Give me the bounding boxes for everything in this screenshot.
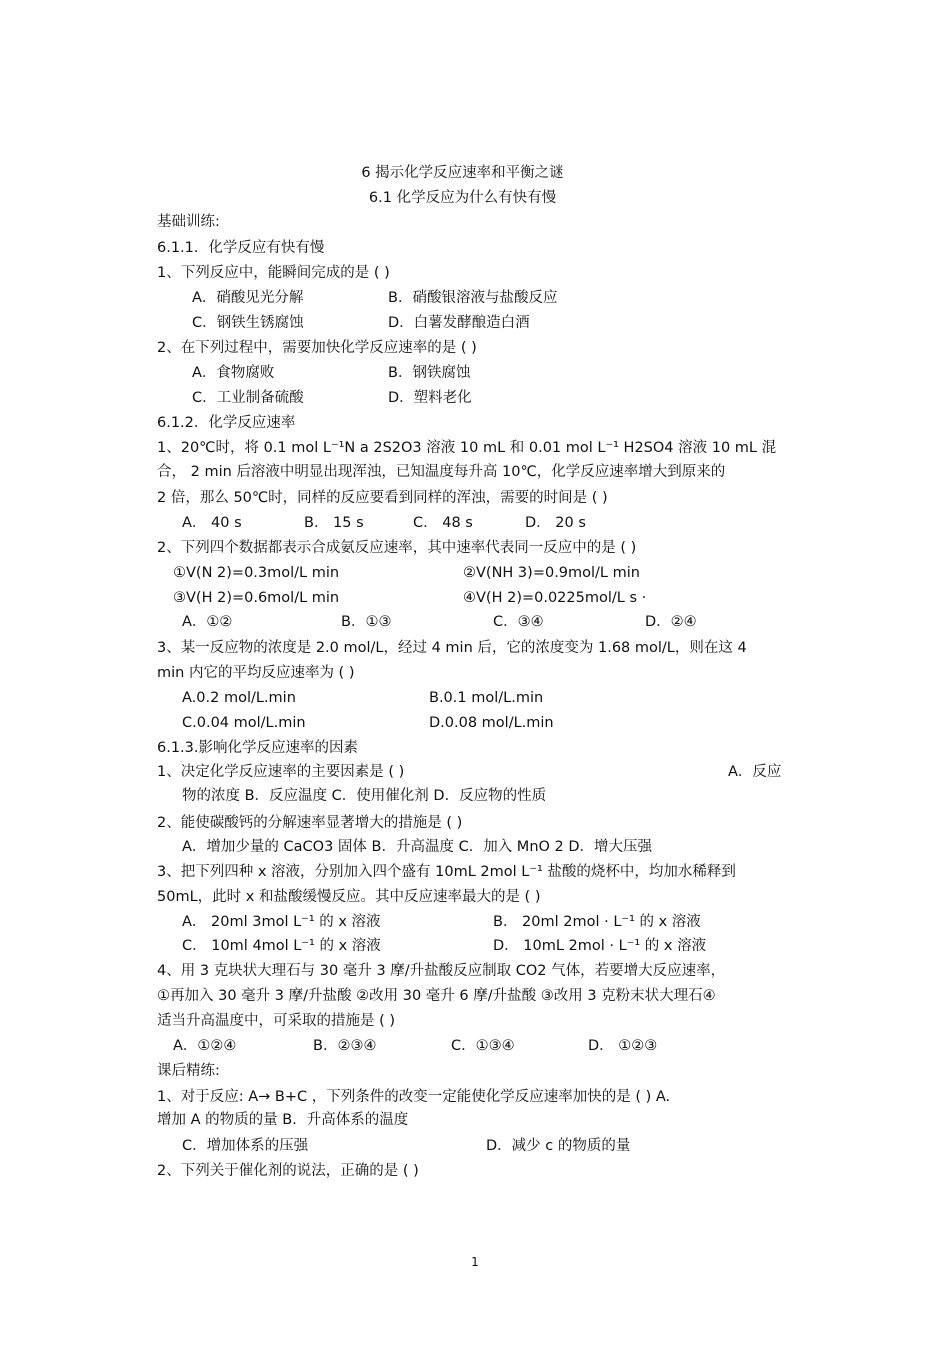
text-line: 4、用 3 克块状大理石与 30 毫升 3 摩/升盐酸反应制取 CO2 气体，若要增大反应速率， (157, 963, 726, 979)
text-line: D.0.08 mol/L.min (429, 715, 554, 731)
text-line: 50mL，此时 x 和盐酸缓慢反应。其中反应速率最大的是 ( ) (157, 889, 541, 905)
text-line: ②V(NH 3)=0.9mol/L min (463, 565, 640, 581)
text-line: B．②③④ (313, 1038, 377, 1054)
text-line: C．工业制备硫酸 (192, 390, 304, 406)
text-line: ④V(H 2)=0.0225mol/L s · (463, 590, 647, 606)
text-line: D．白薯发酵酿造白酒 (388, 315, 530, 331)
text-line: 2 倍，那么 50℃时，同样的反应要看到同样的浑浊，需要的时间是 ( ) (157, 490, 608, 506)
text-line: 3、某一反应物的浓度是 2.0 mol/L，经过 4 min 后，它的浓度变为 1.68 mol/L，则在这 4 (157, 640, 747, 656)
text-line: D．塑料老化 (388, 390, 472, 406)
text-line: A． 40 s (182, 515, 242, 531)
text-line: D． 10mL 2mol · L⁻¹ 的 x 溶液 (493, 938, 707, 954)
text-line: 1、决定化学反应速率的主要因素是 ( ) (157, 764, 405, 780)
text-line: 2、在下列过程中，需要加快化学反应速率的是 ( ) (157, 340, 477, 356)
text-line: B． 20ml 2mol · L⁻¹ 的 x 溶液 (493, 914, 701, 930)
text-line: C．③④ (493, 614, 544, 630)
page-subtitle: 6.1 化学反应为什么有快有慢 (368, 190, 557, 206)
text-line: C.0.04 mol/L.min (182, 715, 306, 731)
text-line: A．食物腐败 (192, 365, 275, 381)
text-line: 1、下列反应中，能瞬间完成的是 ( ) (157, 265, 390, 281)
page-title: 6 揭示化学反应速率和平衡之谜 (361, 165, 564, 181)
text-line: 6.1.3.影响化学反应速率的因素 (157, 740, 359, 756)
text-line: 2、下列关于催化剂的说法，正确的是 ( ) (157, 1163, 419, 1179)
text-line: ①再加入 30 毫升 3 摩/升盐酸 ②改用 30 毫升 6 摩/升盐酸 ③改用 3 克粉末状大理石④ (157, 988, 716, 1004)
text-line: C．钢铁生锈腐蚀 (192, 315, 304, 331)
text-line: A．反应 (728, 764, 782, 780)
text-line: 增加 A 的物质的量 B．升高体系的温度 (157, 1112, 409, 1128)
text-line: 1、20℃时，将 0.1 mol L⁻¹N a 2S2O3 溶液 10 mL 和 0.01 mol L⁻¹ H2SO4 溶液 10 mL 混 (157, 440, 777, 456)
text-line: 合， 2 min 后溶液中明显出现浑浊，已知温度每升高 10℃，化学反应速率增大到原来的 (157, 464, 726, 480)
text-line: min 内它的平均反应速率为 ( ) (157, 665, 355, 681)
text-line: 物的浓度 B．反应温度 C．使用催化剂 D．反应物的性质 (182, 788, 547, 804)
text-line: 基础训练: (157, 214, 220, 230)
text-line: A．①②④ (173, 1038, 237, 1054)
text-line: C．①③④ (451, 1038, 515, 1054)
text-line: D．②④ (645, 614, 697, 630)
text-line: B.0.1 mol/L.min (429, 690, 544, 706)
text-line: A.0.2 mol/L.min (182, 690, 296, 706)
text-line: 6.1.2．化学反应速率 (157, 415, 296, 431)
text-line: A．硝酸见光分解 (192, 290, 304, 306)
text-line: B． 15 s (304, 515, 364, 531)
text-line: D． 20 s (525, 515, 586, 531)
text-line: D．减少 c 的物质的量 (486, 1138, 631, 1154)
text-line: A．①② (182, 614, 233, 630)
text-line: C． 48 s (413, 515, 473, 531)
text-line: 6.1.1．化学反应有快有慢 (157, 240, 325, 256)
text-line: C．增加体系的压强 (182, 1138, 309, 1154)
text-line: 2、下列四个数据都表示合成氨反应速率，其中速率代表同一反应中的是 ( ) (157, 540, 637, 556)
page-number: 1 (471, 1255, 479, 1269)
text-line: ③V(H 2)=0.6mol/L min (173, 590, 340, 606)
text-line: B．硝酸银溶液与盐酸反应 (388, 290, 558, 306)
text-line: 课后精练: (157, 1063, 220, 1079)
text-line: 适当升高温度中，可采取的措施是 ( ) (157, 1013, 396, 1029)
text-line: C． 10ml 4mol L⁻¹ 的 x 溶液 (182, 938, 381, 954)
text-line: 3、把下列四种 x 溶液，分别加入四个盛有 10mL 2mol L⁻¹ 盐酸的烧杯中，均加水稀释到 (157, 864, 736, 880)
text-line: ①V(N 2)=0.3mol/L min (173, 565, 340, 581)
text-line: B．钢铁腐蚀 (388, 365, 471, 381)
text-line: A．增加少量的 CaCO3 固体 B．升高温度 C．加入 MnO 2 D．增大压强 (182, 839, 653, 855)
text-line: B．①③ (341, 614, 392, 630)
text-line: A． 20ml 3mol L⁻¹ 的 x 溶液 (182, 914, 381, 930)
text-line: 1、对于反应: A→ B+C ，下列条件的改变一定能使化学反应速率加快的是 ( ) A. (157, 1089, 671, 1105)
text-line: D． ①②③ (588, 1038, 658, 1054)
text-line: 2、能使碳酸钙的分解速率显著增大的措施是 ( ) (157, 815, 463, 831)
